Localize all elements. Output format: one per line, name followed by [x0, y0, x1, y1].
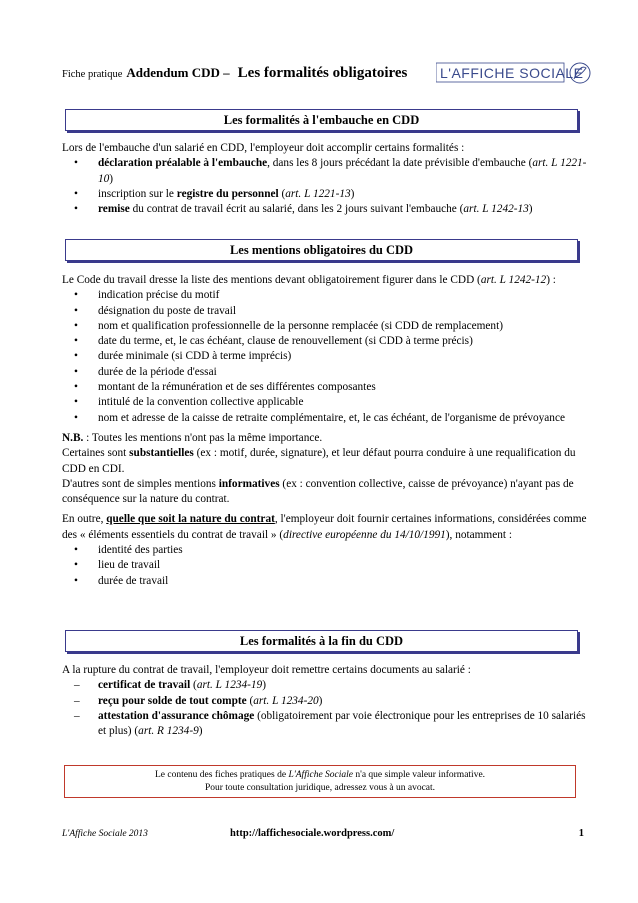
disclaimer-line-2: Pour toute consultation juridique, adressez vous à un avocat.: [204, 782, 436, 793]
list-item: • déclaration préalable à l'embauche, dans les 8 jours précédant la date prévisible d'embauche (art. L 1221-10): [74, 157, 587, 185]
section-title-fin: Les formalités à la fin du CDD: [65, 630, 578, 652]
bullet-icon: •: [74, 157, 78, 170]
page-footer: [62, 829, 584, 843]
bullet-list: [62, 156, 587, 217]
section-mentions: [62, 273, 587, 589]
section-title-mentions: Les mentions obligatoires du CDD: [65, 239, 578, 261]
footer-url-link[interactable]: http://laffichesociale.wordpress.com/: [230, 828, 395, 839]
footer-copyright: L'Affiche Sociale 2013: [62, 829, 148, 839]
bullet-list: [62, 288, 587, 426]
list-item: • remise du contrat de travail écrit au salarié, dans les 2 jours suivant l'embauche (art. L 1242-13): [62, 202, 587, 217]
bullet-icon: •: [74, 350, 78, 363]
intro-text: Lors de l'embauche d'un salarié en CDD, l'employeur doit accomplir certains formalités :: [62, 142, 465, 154]
list-item: – reçu pour solde de tout compte (art. L 1234-20): [62, 694, 587, 709]
list-item: • désignation du poste de travail: [62, 304, 587, 319]
bullet-icon: •: [74, 289, 78, 302]
dash-icon: –: [74, 679, 80, 692]
elements-essentiels-note: En outre, quelle que soit la nature du contrat, l'employeur doit fournir certaines informations, considérées comme des « éléments essentiels du contrat de travail » (directive européenne du 14/10/1991), notamment :: [62, 513, 587, 541]
list-item: • durée minimale (si CDD à terme imprécis): [62, 349, 587, 364]
bullet-icon: •: [74, 365, 78, 378]
dash-icon: –: [74, 694, 80, 707]
bullet-icon: •: [74, 187, 78, 200]
header-title: Les formalités obligatoires: [237, 65, 408, 81]
intro-text: Le Code du travail dresse la liste des mentions devant obligatoirement figurer dans le CDD (art. L 1242-12) :: [62, 274, 556, 286]
header-title-line: [62, 64, 407, 82]
bullet-icon: •: [74, 396, 78, 409]
list-item: • montant de la rémunération et de ses différentes composantes: [62, 380, 587, 395]
page-number: 1: [578, 828, 584, 839]
header-prefix: Fiche pratique: [62, 69, 123, 80]
bullet-icon: •: [74, 411, 78, 424]
bullet-icon: •: [74, 574, 78, 587]
section-fin: [62, 663, 587, 739]
list-item: • inscription sur le registre du personnel (art. L 1221-13): [62, 187, 587, 202]
bullet-icon: •: [74, 319, 78, 332]
list-item: • lieu de travail: [62, 558, 587, 573]
list-item: • durée de la période d'essai: [62, 365, 587, 380]
section-embauche: [62, 141, 587, 217]
disclaimer-box: [64, 765, 576, 798]
intro-text: A la rupture du contrat de travail, l'employeur doit remettre certains documents au salarié :: [62, 664, 471, 676]
substantielles-note: Certaines sont substantielles (ex : motif, durée, signature), et leur défaut pourra conduire à une requalification du CDD en CDI.: [62, 447, 576, 475]
dash-list: [62, 678, 587, 739]
header-doc: Addendum CDD –: [126, 65, 230, 80]
list-item: – certificat de travail (art. L 1234-19): [62, 678, 587, 693]
disclaimer-line-1: Le contenu des fiches pratiques de L'Affiche Sociale n'a que simple valeur informative.: [154, 770, 486, 780]
list-item: • durée de travail: [62, 574, 587, 589]
section-title-embauche: Les formalités à l'embauche en CDD: [65, 109, 578, 131]
list-item: • indication précise du motif: [62, 288, 587, 303]
affiche-sociale-logo: [436, 60, 591, 86]
list-item: • intitulé de la convention collective applicable: [62, 395, 587, 410]
bullet-icon: •: [74, 381, 78, 394]
list-item: • nom et qualification professionnelle de la personne remplacée (si CDD de remplacement): [62, 319, 587, 334]
bullet-icon: •: [74, 335, 78, 348]
list-item: • nom et adresse de la caisse de retraite complémentaire, et, le cas échéant, de l'organisme de prévoyance: [62, 411, 587, 426]
bullet-icon: •: [74, 304, 78, 317]
list-item: • identité des parties: [62, 543, 587, 558]
list-item: • date du terme, et, le cas échéant, clause de renouvellement (si CDD à terme précis): [62, 334, 587, 349]
dash-icon: –: [74, 709, 80, 722]
bullet-icon: •: [74, 544, 78, 557]
informatives-note: D'autres sont de simples mentions informatives (ex : convention collective, caisse de prévoyance) n'ayant pas de conséquence sur la nature du contrat.: [62, 477, 574, 506]
logo-text: L'AFFICHE SOCIALE: [440, 65, 584, 81]
bullet-icon: •: [74, 203, 78, 216]
list-item: – attestation d'assurance chômage (obligatoirement par voie électronique pour les entreprises de 10 salariés et plus) (art. R 1234-9): [74, 709, 586, 738]
page-header: [62, 60, 592, 88]
bullet-list: [62, 543, 587, 589]
nb-note: N.B. : Toutes les mentions n'ont pas la même importance.: [62, 431, 323, 444]
bullet-icon: •: [74, 559, 78, 572]
